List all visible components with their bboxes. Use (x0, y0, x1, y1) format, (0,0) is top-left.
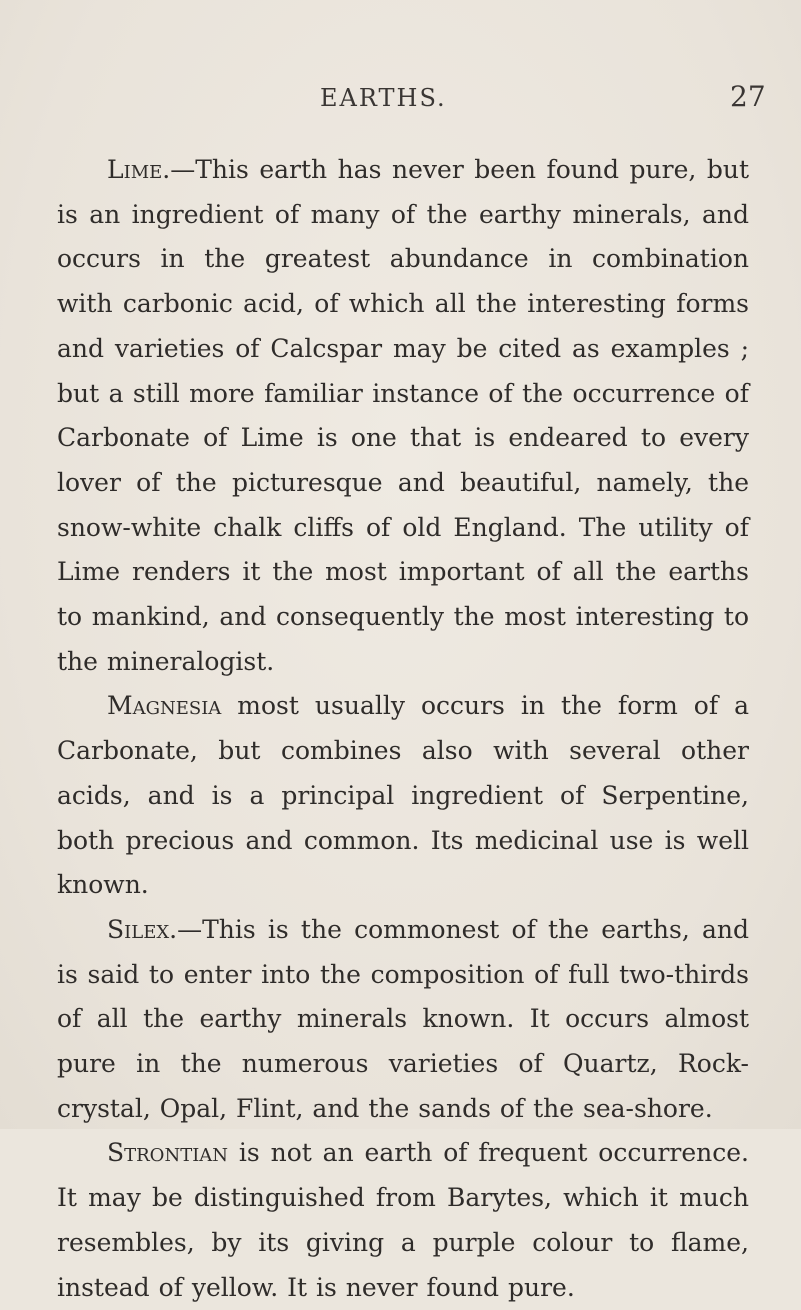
paragraph-text: —This is the commonest of the earths, and is said to enter into the composition of full two-thirds of all the earthy minerals known. It occurs almost pure in the numerous varieties of Quartz, Rock-crystal, Opal, Flint, and the sands of the sea-shore. (57, 914, 749, 1123)
paragraph-text: is not an earth of frequent occurrence. It may be distinguished from Barytes, which it much resembles, by its giving a purple colour to flame, instead of yellow. It is never found pure. (57, 1138, 749, 1302)
paragraph-silex (57, 908, 749, 1132)
page-number: 27 (730, 80, 766, 113)
paragraph-lead: Magnesia (107, 691, 222, 721)
running-head (0, 80, 801, 124)
paragraph-strontian (57, 1131, 749, 1310)
paragraph-text: most usually occurs in the form of a Carbonate, but combines also with several other acids, and is a principal ingredient of Serpentine, both precious and common. Its medicinal use is well known. (57, 691, 749, 900)
paragraph-magnesia (57, 684, 749, 908)
paragraph-text: —This earth has never been found pure, but is an ingredient of many of the earthy minerals, and occurs in the greatest abundance in combination with carbonic acid, of which all the interesting forms and varieties of Calcspar may be cited as examples ; but a still more familiar instance of the occurrence of Carbonate of Lime is one that is endeared to every lover of the picturesque and beautiful, namely, the snow-white chalk cliffs of old England. The utility of Lime renders it the most important of all the earths to mankind, and consequently the most interesting to the mineralogist. (57, 155, 749, 676)
paragraph-lead: Lime. (107, 155, 171, 184)
paragraph-lime (57, 148, 749, 684)
paragraph-lead: Strontian (107, 1138, 229, 1168)
paragraph-lead: Silex. (107, 914, 178, 944)
body-text (57, 148, 749, 1310)
running-title: EARTHS. (320, 84, 447, 112)
